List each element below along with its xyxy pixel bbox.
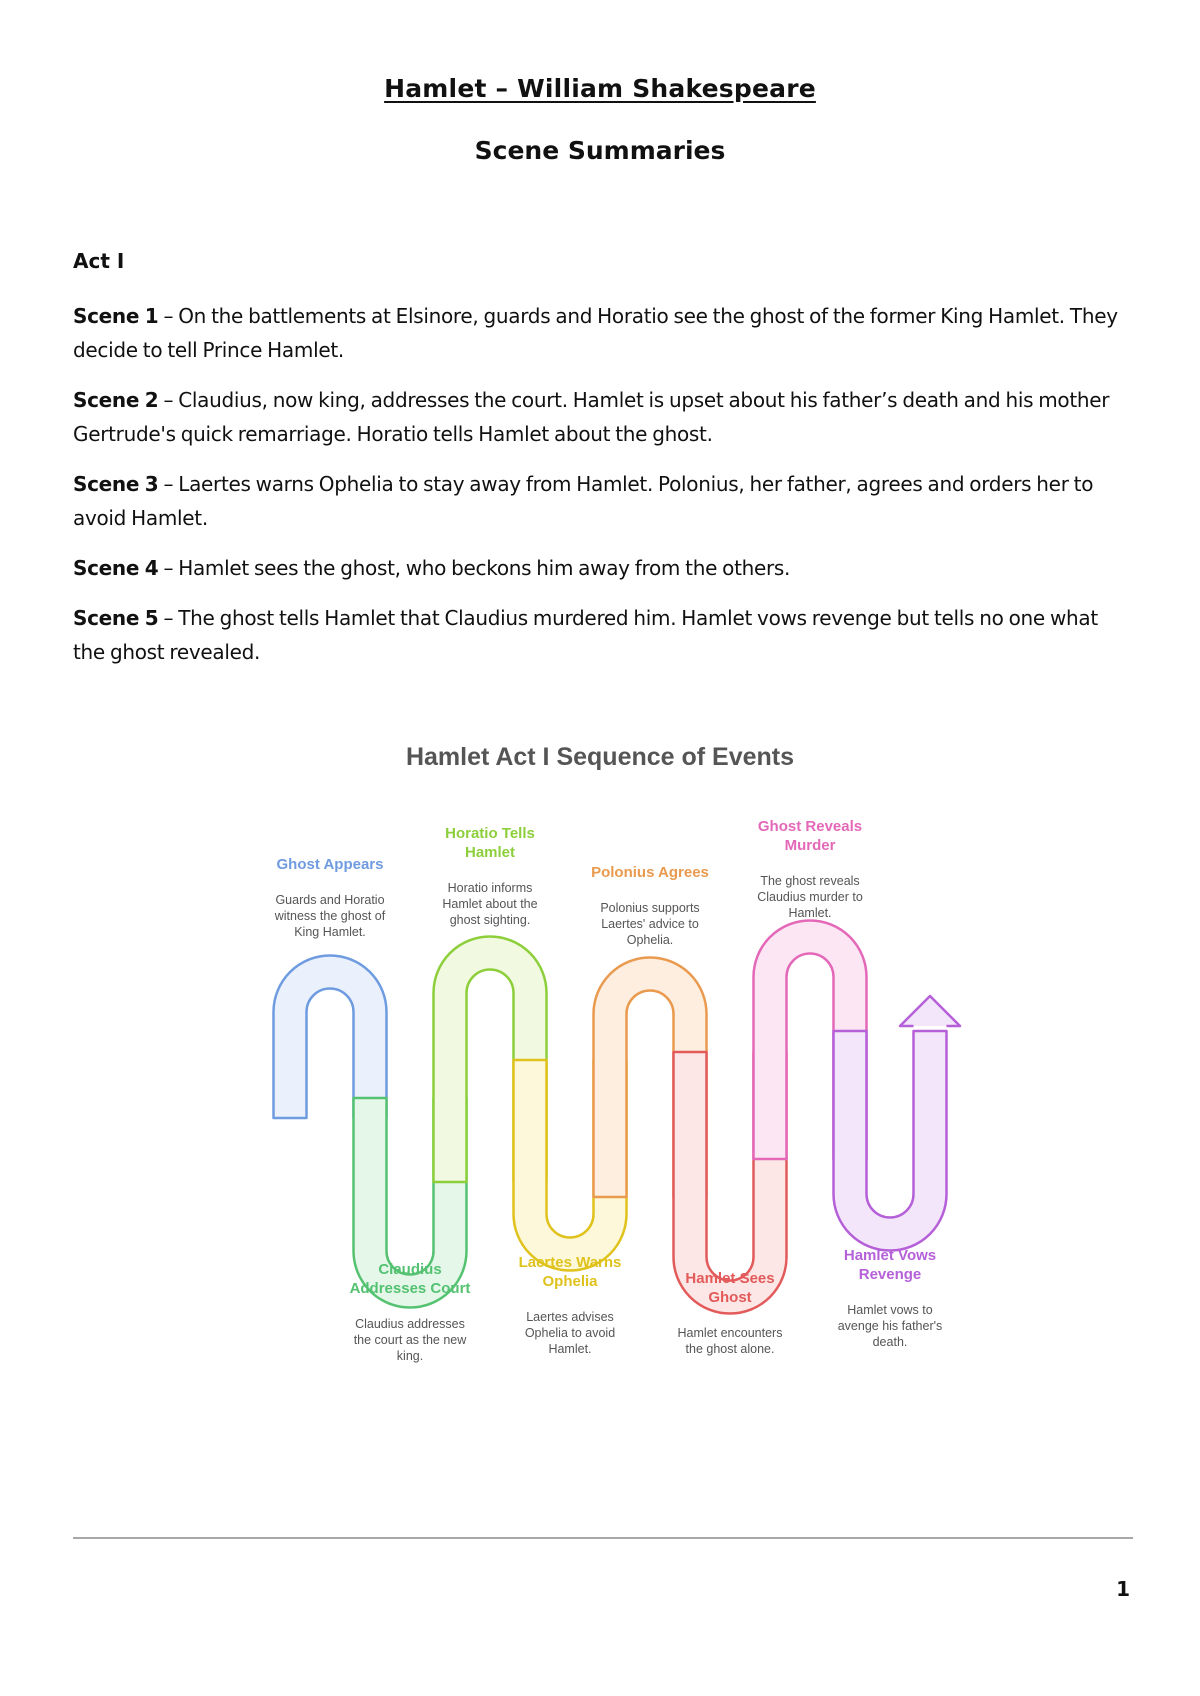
scene-text: – Hamlet sees the ghost, who beckons him away from the others. bbox=[158, 556, 791, 580]
event-description: Horatio informs bbox=[447, 881, 533, 895]
event-description: Hamlet. bbox=[548, 1342, 592, 1356]
event-title: Hamlet Sees bbox=[685, 1270, 775, 1287]
event-description: Hamlet about the bbox=[442, 897, 538, 911]
event-description: Laertes' advice to bbox=[601, 917, 699, 931]
event-title: Ghost bbox=[708, 1289, 752, 1306]
event-label-5 bbox=[591, 864, 709, 947]
footer-divider bbox=[73, 1537, 1133, 1539]
event-sequence-diagram bbox=[0, 740, 1200, 1440]
event-title: Revenge bbox=[858, 1266, 922, 1283]
document-subtitle: Scene Summaries bbox=[474, 136, 726, 165]
event-title: Claudius bbox=[378, 1261, 442, 1278]
event-description: Ophelia to avoid bbox=[524, 1326, 616, 1340]
scene-text: – Claudius, now king, addresses the court. Hamlet is upset about his father’s death and his mother Gertrude's quick remarriage. Horatio tells Hamlet about the ghost. bbox=[73, 388, 1110, 446]
event-title: Hamlet bbox=[464, 844, 516, 861]
event-title: Ghost Reveals bbox=[757, 818, 863, 835]
scene-summary-2 bbox=[73, 383, 1133, 451]
event-title: Addresses Court bbox=[349, 1280, 471, 1297]
event-label-1 bbox=[274, 856, 386, 939]
event-title: Ghost Appears bbox=[276, 856, 384, 873]
event-title: Laertes Warns bbox=[518, 1254, 622, 1271]
scene-text: – The ghost tells Hamlet that Claudius murdered him. Hamlet vows revenge but tells no one what the ghost revealed. bbox=[73, 606, 1098, 664]
scene-label: Scene 1 bbox=[73, 304, 159, 328]
diagram-title: Hamlet Act I Sequence of Events bbox=[405, 743, 795, 771]
event-description: ghost sighting. bbox=[449, 913, 531, 927]
scene-summary-5 bbox=[73, 601, 1133, 669]
scene-label: Scene 5 bbox=[73, 606, 159, 630]
event-title: Murder bbox=[784, 837, 836, 854]
event-description: avenge his father's bbox=[837, 1319, 943, 1333]
event-description: death. bbox=[872, 1335, 908, 1349]
scene-text: – On the battlements at Elsinore, guards and Horatio see the ghost of the former King Hamlet. They decide to tell Prince Hamlet. bbox=[73, 304, 1118, 362]
scene-label: Scene 2 bbox=[73, 388, 159, 412]
track-segment-1 bbox=[274, 956, 387, 1119]
event-title: Horatio Tells bbox=[445, 825, 535, 842]
event-description: Hamlet vows to bbox=[847, 1303, 933, 1317]
scene-summary-1 bbox=[73, 299, 1133, 367]
event-description: the ghost alone. bbox=[685, 1342, 775, 1356]
event-description: Polonius supports bbox=[600, 901, 700, 915]
event-description: Claudius addresses bbox=[355, 1317, 465, 1331]
event-description: Hamlet encounters bbox=[677, 1326, 783, 1340]
event-description: Claudius murder to bbox=[757, 890, 863, 904]
event-description: Ophelia. bbox=[626, 933, 674, 947]
act-heading: Act I bbox=[73, 249, 125, 273]
event-description: king. bbox=[396, 1349, 424, 1363]
event-description: Guards and Horatio bbox=[275, 893, 385, 907]
event-description: King Hamlet. bbox=[294, 925, 366, 939]
event-title: Polonius Agrees bbox=[591, 864, 709, 881]
page-number: 1 bbox=[1116, 1577, 1130, 1601]
scene-label: Scene 4 bbox=[73, 556, 159, 580]
event-description: The ghost reveals bbox=[760, 874, 860, 888]
scene-summary-4 bbox=[73, 551, 1133, 585]
event-title: Ophelia bbox=[542, 1273, 598, 1290]
event-label-4 bbox=[519, 1254, 622, 1356]
event-description: Hamlet. bbox=[788, 906, 832, 920]
event-label-3 bbox=[442, 825, 537, 927]
event-description: witness the ghost of bbox=[274, 909, 386, 923]
event-description: the court as the new bbox=[353, 1333, 467, 1347]
event-label-7 bbox=[757, 818, 863, 920]
scene-summary-3 bbox=[73, 467, 1133, 535]
scene-summaries bbox=[73, 299, 1133, 685]
event-label-8 bbox=[838, 1247, 943, 1349]
arrow-head-icon bbox=[900, 996, 960, 1026]
document-title: Hamlet – William Shakespeare bbox=[384, 74, 816, 103]
event-title: Hamlet Vows bbox=[843, 1247, 937, 1264]
track-segment-8 bbox=[834, 1031, 947, 1251]
scene-label: Scene 3 bbox=[73, 472, 159, 496]
scene-text: – Laertes warns Ophelia to stay away from Hamlet. Polonius, her father, agrees and orders her to avoid Hamlet. bbox=[73, 472, 1094, 530]
event-description: Laertes advises bbox=[526, 1310, 614, 1324]
